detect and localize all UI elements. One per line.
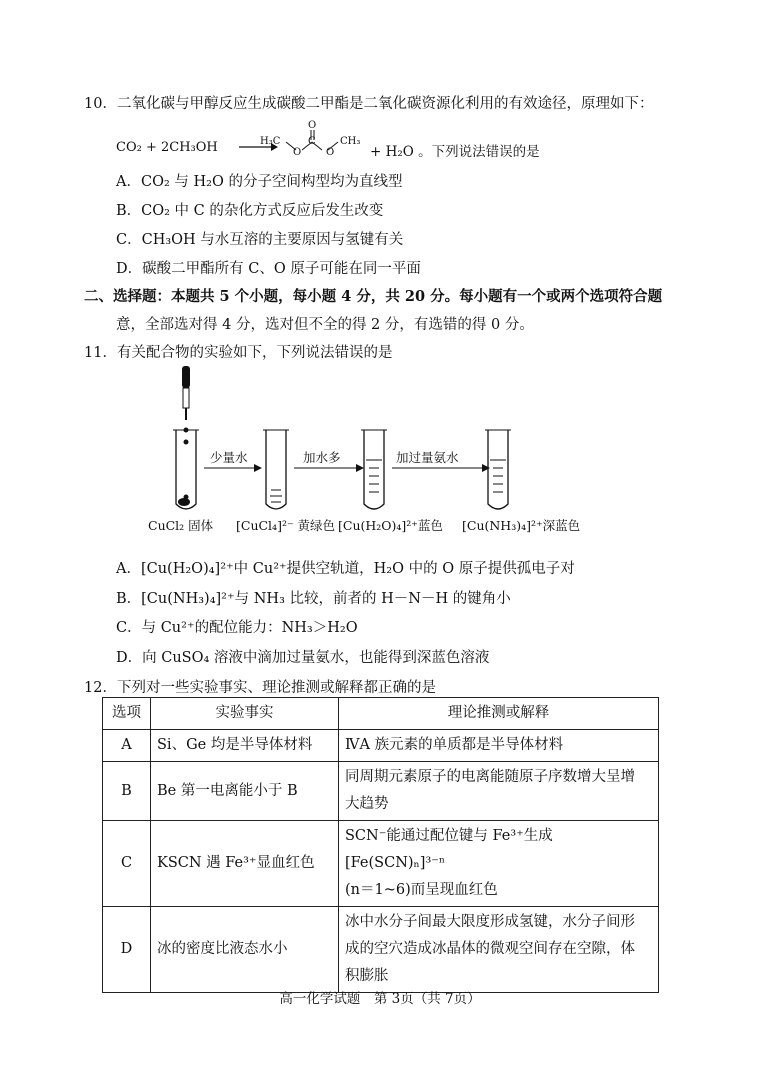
table-row xyxy=(103,730,659,762)
row-explanation xyxy=(339,821,659,907)
q10-option-a: A．CO₂ 与 H₂O 的分子空间构型均为直线型 xyxy=(116,174,403,190)
tube1-label: CuCl₂ 固体 xyxy=(148,518,214,533)
row-explanation xyxy=(339,762,659,821)
table-row xyxy=(103,821,659,907)
struct-o-left: O xyxy=(293,147,302,158)
table-header-row xyxy=(103,698,659,730)
dropper-icon xyxy=(182,366,190,445)
struct-o-right: O xyxy=(326,147,335,158)
test-tube-3-icon xyxy=(361,430,387,509)
q11-option-b: B．[Cu(NH₃)₄]²⁺与 NH₃ 比较，前者的 H－N－H 的键角小 xyxy=(116,591,511,607)
explanation-line: 同周期元素原子的电离能随原子序数增大呈增 xyxy=(345,769,635,785)
row-option: D xyxy=(103,907,151,993)
explanation-line: (n＝1~6)而呈现血红色 xyxy=(345,882,498,898)
q10-option-b: B．CO₂ 中 C 的杂化方式反应后发生改变 xyxy=(116,203,384,219)
row-explanation xyxy=(339,907,659,993)
experiment-diagram xyxy=(160,364,540,514)
q12-table xyxy=(102,697,659,993)
explanation-line: 冰中水分子间最大限度形成氢键，水分子间形 xyxy=(345,914,635,930)
section2-line2: 意，全部选对得 4 分，选对但不全的得 2 分，有选错的得 0 分。 xyxy=(116,317,534,333)
table-row xyxy=(103,762,659,821)
explanation-line: 成的空穴造成冰晶体的微观空间存在空隙，体 xyxy=(345,941,635,957)
tube4-label: [Cu(NH₃)₄]²⁺深蓝色 xyxy=(462,518,581,533)
row-explanation xyxy=(339,730,659,762)
q11-option-c: C．与 Cu²⁺的配位能力：NH₃＞H₂O xyxy=(116,620,358,636)
row-fact: 冰的密度比液态水小 xyxy=(151,907,339,993)
row-fact: KSCN 遇 Fe³⁺显血红色 xyxy=(151,821,339,907)
q10-eq-right: + H₂O 。下列说法错误的是 xyxy=(370,144,540,160)
test-tube-4-icon xyxy=(485,430,511,509)
row-option: C xyxy=(103,821,151,907)
q12-stem: 12．下列对一些实验事实、理论推测或解释都正确的是 xyxy=(84,680,436,696)
row-fact: Si、Ge 均是半导体材料 xyxy=(151,730,339,762)
q11-option-a: A．[Cu(H₂O)₄]²⁺中 Cu²⁺提供空轨道，H₂O 中的 O 原子提供孤电子对 xyxy=(116,561,575,577)
q11-option-d: D．向 CuSO₄ 溶液中滴加过量氨水，也能得到深蓝色溶液 xyxy=(116,650,490,666)
q10-eq-left: CO₂ + 2CH₃OH xyxy=(116,140,218,155)
explanation-line: 积膨胀 xyxy=(345,968,389,984)
struct-c: C xyxy=(308,136,316,147)
tube2-label: [CuCl₄]²⁻ 黄绿色 xyxy=(236,518,336,533)
header-explanation: 理论推测或解释 xyxy=(339,698,659,730)
explanation-line: 大趋势 xyxy=(345,796,389,812)
row-option: A xyxy=(103,730,151,762)
arrow3-label: 加过量氨水 xyxy=(396,450,459,465)
header-fact: 实验事实 xyxy=(151,698,339,730)
q10-option-d: D．碳酸二甲酯所有 C、O 原子可能在同一平面 xyxy=(116,261,421,277)
section2-line1: 二、选择题：本题共 5 个小题，每小题 4 分，共 20 分。每小题有一个或两个选项符合题 xyxy=(84,288,663,305)
row-option: B xyxy=(103,762,151,821)
table-row xyxy=(103,907,659,993)
struct-ch3: CH₃ xyxy=(340,136,361,147)
q11-stem: 11．有关配合物的实验如下，下列说法错误的是 xyxy=(84,345,393,361)
page-footer: 高一化学试题 第 3页（共 7页） xyxy=(279,991,481,1007)
explanation-line: ⅣA 族元素的单质都是半导体材料 xyxy=(345,737,564,753)
tube3-label: [Cu(H₂O)₄]²⁺蓝色 xyxy=(338,518,443,533)
explanation-line: SCN⁻能通过配位键与 Fe³⁺生成[Fe(SCN)ₙ]³⁻ⁿ xyxy=(345,828,553,871)
q10-option-c: C．CH₃OH 与水互溶的主要原因与氢键有关 xyxy=(116,232,404,248)
arrow1-label: 少量水 xyxy=(210,450,248,465)
q10-stem: 10．二氧化碳与甲醇反应生成碳酸二甲酯是二氧化碳资源化利用的有效途径，原理如下： xyxy=(84,96,654,112)
struct-h3c: H₃C xyxy=(260,136,281,147)
arrow2-label: 加水多 xyxy=(303,450,341,465)
struct-o-top: O xyxy=(308,120,317,131)
header-option: 选项 xyxy=(103,698,151,730)
test-tube-2-icon xyxy=(263,430,289,509)
row-fact: Be 第一电离能小于 B xyxy=(151,762,339,821)
